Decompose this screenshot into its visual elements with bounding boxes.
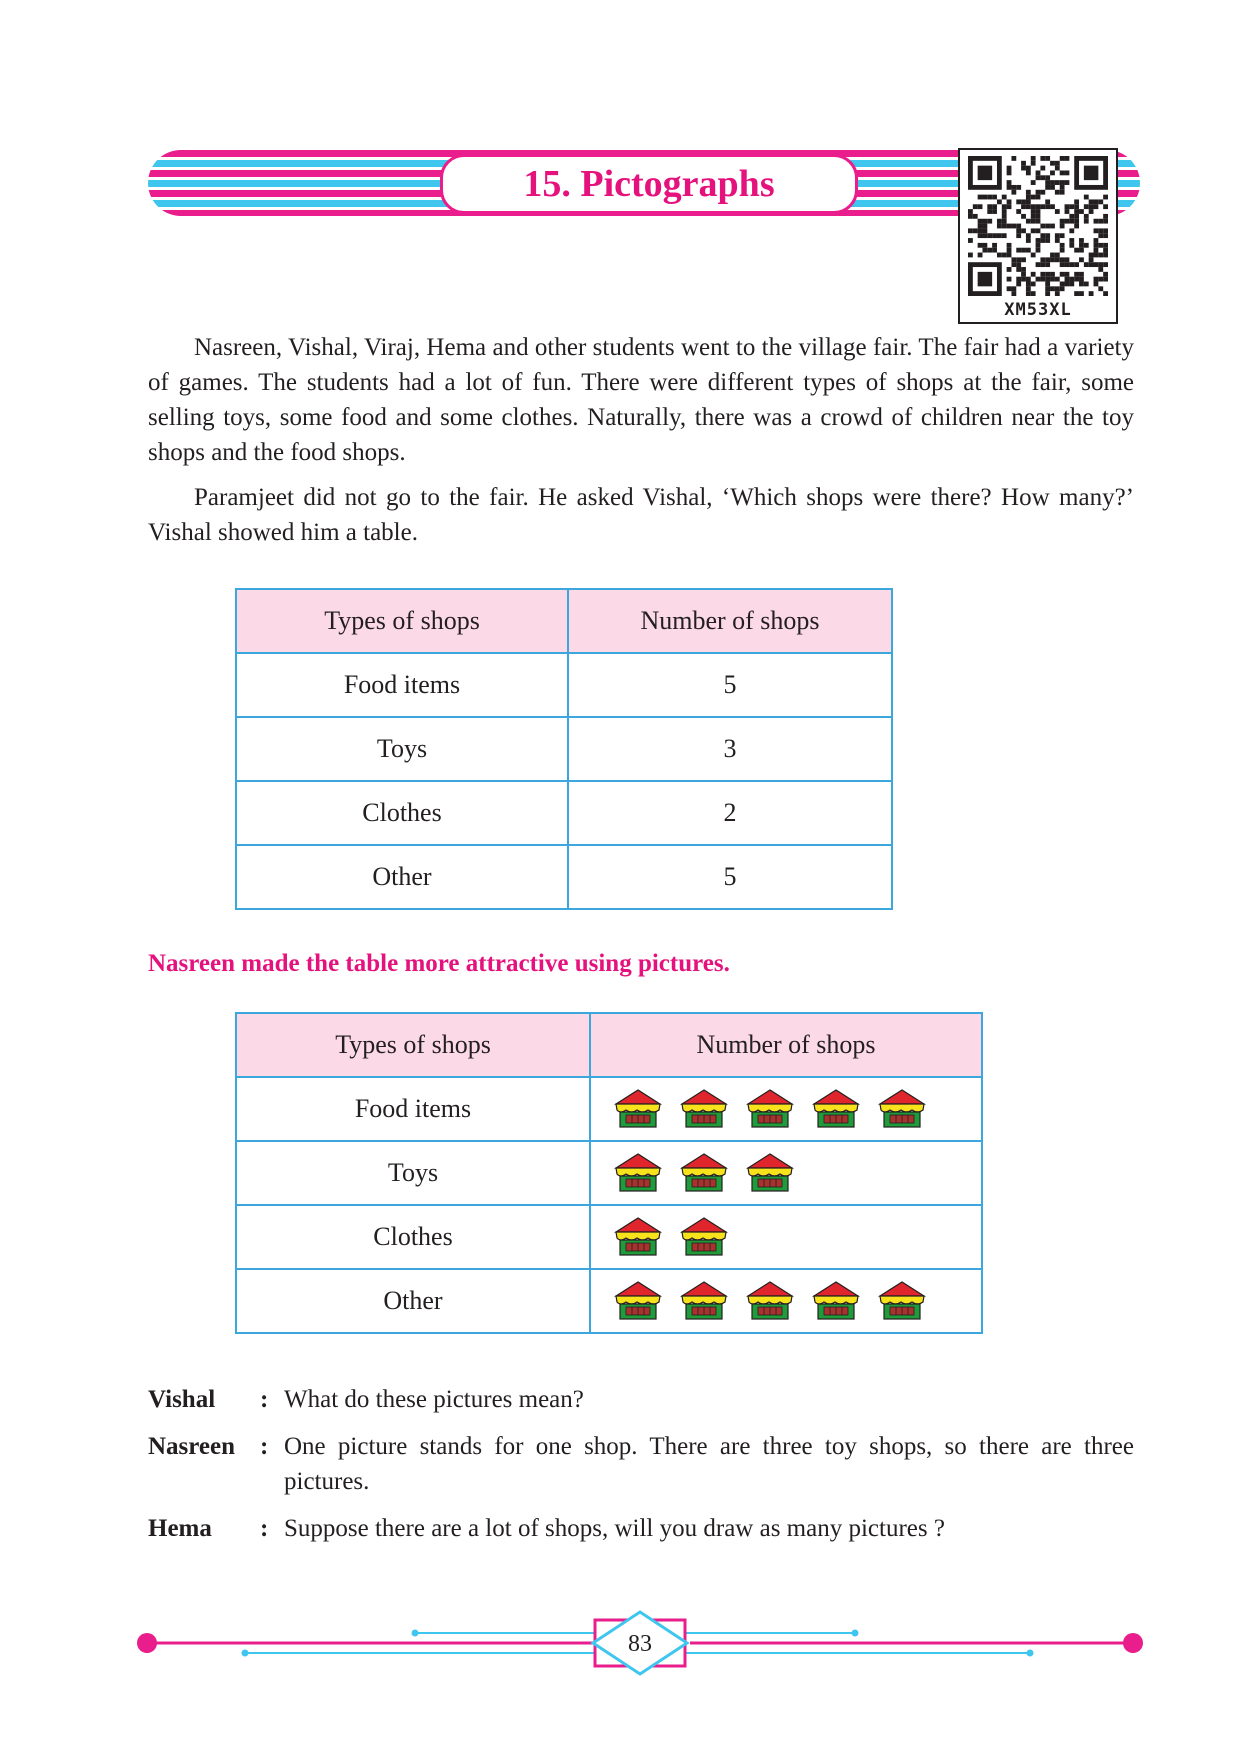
table-header-type: Types of shops: [236, 589, 568, 653]
table-header-row: [236, 1013, 982, 1077]
dialog-line: [148, 1511, 1134, 1546]
speaker-name: Nasreen: [148, 1433, 236, 1460]
shop-type: Other: [236, 1269, 590, 1333]
speaker-name: Vishal: [148, 1386, 216, 1413]
shop-stall-icon: [679, 1152, 729, 1194]
shop-stall-icon: [877, 1088, 927, 1130]
table-header-count: Number of shops: [568, 589, 892, 653]
dialog-line: [148, 1382, 1134, 1417]
table-row: [236, 1205, 982, 1269]
dialog-text: Suppose there are a lot of shops, will you draw as many pictures ?: [284, 1515, 945, 1542]
table-row: [236, 781, 892, 845]
shop-pictures: [591, 1280, 981, 1322]
table-row: [236, 1141, 982, 1205]
title-box: [440, 154, 858, 214]
shop-stall-icon: [613, 1088, 663, 1130]
pictograph-table: [235, 1012, 983, 1334]
shop-type: Clothes: [236, 781, 568, 845]
speaker-name: Hema: [148, 1515, 212, 1542]
shop-stall-icon: [679, 1280, 729, 1322]
shop-pictures: [591, 1152, 981, 1194]
shop-type: Food items: [236, 1077, 590, 1141]
shop-count: 5: [568, 653, 892, 717]
qr-code-icon: [968, 156, 1108, 296]
shop-stall-icon: [811, 1088, 861, 1130]
shop-stall-icon: [877, 1280, 927, 1322]
shop-pictures: [591, 1088, 981, 1130]
shop-stall-icon: [613, 1280, 663, 1322]
shop-count: 5: [568, 845, 892, 909]
qr-code-label: XM53XL: [1004, 300, 1072, 320]
intro-paragraph-1: Nasreen, Vishal, Viraj, Hema and other students went to the village fair. The fair had a variety of games. The students had a lot of fun. There were different types of shops at the fair, some selling toys, some food and some clothes. Naturally, there was a crowd of children near the toy shops and the food shops.: [148, 334, 1134, 466]
shop-stall-icon: [745, 1280, 795, 1322]
dialog-colon: :: [260, 1386, 269, 1413]
table-row: [236, 1077, 982, 1141]
page-number: 83: [628, 1631, 652, 1657]
shop-stall-icon: [745, 1152, 795, 1194]
table-row: [236, 1269, 982, 1333]
qr-code: [958, 148, 1118, 324]
shop-stall-icon: [745, 1088, 795, 1130]
shop-stall-icon: [613, 1216, 663, 1258]
table-row: [236, 717, 892, 781]
table-row: [236, 845, 892, 909]
dialog-colon: :: [260, 1515, 269, 1542]
shop-type: Clothes: [236, 1205, 590, 1269]
shop-stall-icon: [811, 1280, 861, 1322]
shop-stall-icon: [613, 1152, 663, 1194]
dialog-text: One picture stands for one shop. There are three toy shops, so there are three pictures.: [284, 1433, 1134, 1495]
shop-count: 3: [568, 717, 892, 781]
shop-stall-icon: [679, 1088, 729, 1130]
shop-count: 2: [568, 781, 892, 845]
page-footer: [135, 1610, 1145, 1680]
shop-type: Food items: [236, 653, 568, 717]
table-row: [236, 653, 892, 717]
table-header-count: Number of shops: [590, 1013, 982, 1077]
shop-type: Toys: [236, 1141, 590, 1205]
chapter-title: 15. Pictographs: [523, 163, 775, 205]
shop-stall-icon: [679, 1216, 729, 1258]
table-header-row: [236, 589, 892, 653]
intro-paragraph-2: Paramjeet did not go to the fair. He asked Vishal, ‘Which shops were there? How many?’ Vishal showed him a table.: [148, 484, 1134, 546]
shops-table: [235, 588, 893, 910]
shop-type: Toys: [236, 717, 568, 781]
shop-pictures: [591, 1216, 981, 1258]
dialog-text: What do these pictures mean?: [284, 1386, 584, 1413]
shop-type: Other: [236, 845, 568, 909]
table-header-type: Types of shops: [236, 1013, 590, 1077]
pictograph-heading: Nasreen made the table more attractive using pictures.: [148, 950, 730, 977]
dialog-line: [148, 1429, 1134, 1499]
dialog-colon: :: [260, 1433, 269, 1460]
